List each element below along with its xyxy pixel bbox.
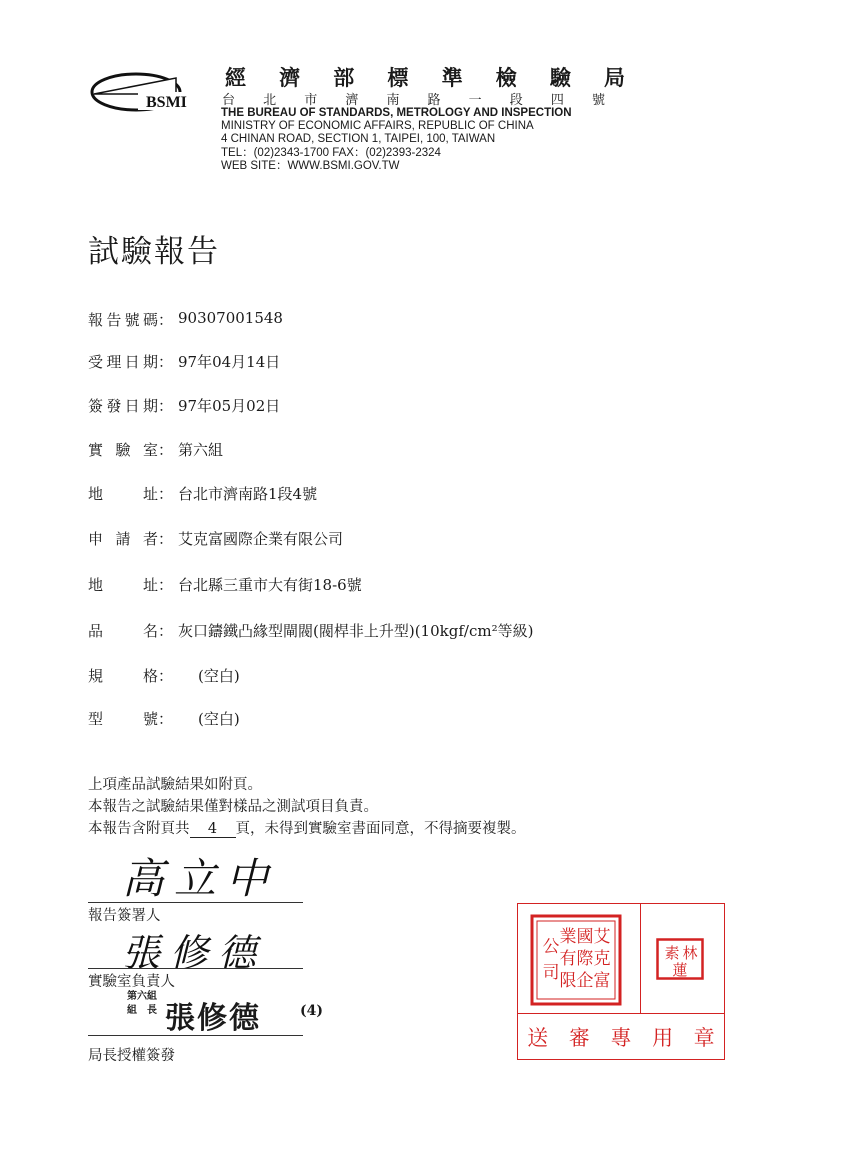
report-signer-signature: 高立中 (122, 854, 279, 903)
address-cn: 台 北 市 濟 南 路 一 段 四 號 (222, 93, 605, 108)
page-count: 4 (190, 822, 236, 838)
document-title: 試驗報告 (88, 234, 220, 270)
name-stamp: 張修德 (165, 1001, 261, 1036)
svg-text:際: 際 (576, 949, 594, 969)
field-value: (空白) (198, 667, 240, 685)
field-label: 受 理 日 期 (88, 353, 158, 371)
seal-divider (517, 1013, 724, 1014)
note-line-2: 本報告之試驗結果僅對樣品之測試項目負責。 (88, 799, 378, 815)
svg-text:司: 司 (542, 963, 560, 983)
director-label: 局長授權簽發 (88, 1048, 175, 1064)
field-label: 品 名 (88, 622, 158, 640)
field-value: 台北縣三重市大有街18-6號 (178, 576, 362, 594)
website: WEB SITE：WWW.BSMI.GOV.TW (221, 160, 400, 172)
field-value: 台北市濟南路1段4號 (178, 485, 318, 503)
svg-text:蓮: 蓮 (672, 961, 688, 979)
signature-line (88, 968, 303, 969)
note-line-1: 上項產品試驗結果如附頁。 (88, 777, 262, 793)
field-label: 地 址 (88, 485, 158, 503)
svg-text:業: 業 (559, 927, 577, 947)
svg-text:素: 素 (664, 944, 680, 962)
signature-line (88, 1035, 303, 1036)
svg-text:限: 限 (559, 971, 577, 991)
field-label: 地 址 (88, 576, 158, 594)
field-value: 艾克富國際企業有限公司 (178, 530, 344, 548)
logo-text: BSMI (146, 94, 187, 111)
field-value: (空白) (198, 710, 240, 728)
field-label: 報 告 號 碼 (88, 311, 158, 329)
note-line-3: 本報告含附頁共 4 頁，未得到實驗室書面同意，不得摘要複製。 (88, 821, 526, 837)
field-label: 簽 發 日 期 (88, 397, 158, 415)
svg-text:有: 有 (559, 949, 577, 969)
seal-divider (640, 903, 641, 1013)
tel-fax: TEL：(02)2343-1700 FAX：(02)2393-2324 (221, 147, 441, 159)
field-value: 第六組 (178, 441, 224, 459)
svg-text:公: 公 (542, 937, 560, 957)
field-value: 90307001548 (178, 309, 283, 327)
bsmi-logo (86, 64, 218, 120)
ministry-en: MINISTRY OF ECONOMIC AFFAIRS, REPUBLIC OF CHINA (221, 120, 534, 132)
svg-text:富: 富 (593, 971, 611, 991)
signature-line (88, 902, 303, 903)
field-value: 97年04月14日 (178, 353, 281, 371)
svg-text:國: 國 (576, 927, 594, 947)
company-seal (530, 914, 622, 1006)
svg-text:艾: 艾 (593, 927, 611, 947)
field-value: 97年05月02日 (178, 397, 281, 415)
field-label: 型 號 (88, 710, 158, 728)
lab-head-label: 實驗室負責人 (88, 974, 175, 990)
lab-head-signature: 張修德 (122, 931, 267, 975)
field-value: 灰口鑄鐵凸緣型閘閥(閥桿非上升型)(10kgf/cm²等級) (178, 622, 534, 640)
name-stamp-group: 第六組 組 長 (127, 991, 157, 1016)
field-label: 實 驗 室 (88, 441, 158, 459)
svg-text:企: 企 (576, 971, 594, 991)
svg-text:林: 林 (682, 944, 698, 962)
field-label: 申 請 者 (88, 530, 158, 548)
svg-text:克: 克 (593, 949, 611, 969)
org-name-cn: 經 濟 部 標 準 檢 驗 局 (225, 65, 625, 90)
org-name-en: THE BUREAU OF STANDARDS, METROLOGY AND INSPECTION (221, 107, 572, 119)
personal-seal (656, 938, 704, 980)
field-label: 規 格 (88, 667, 158, 685)
address-en: 4 CHINAN ROAD, SECTION 1, TAIPEI, 100, TAIWAN (221, 133, 496, 145)
report-signer-label: 報告簽署人 (88, 908, 161, 924)
seal-caption: 送 審 專 用 章 (527, 1026, 715, 1050)
name-stamp-number: (4) (300, 1003, 323, 1019)
